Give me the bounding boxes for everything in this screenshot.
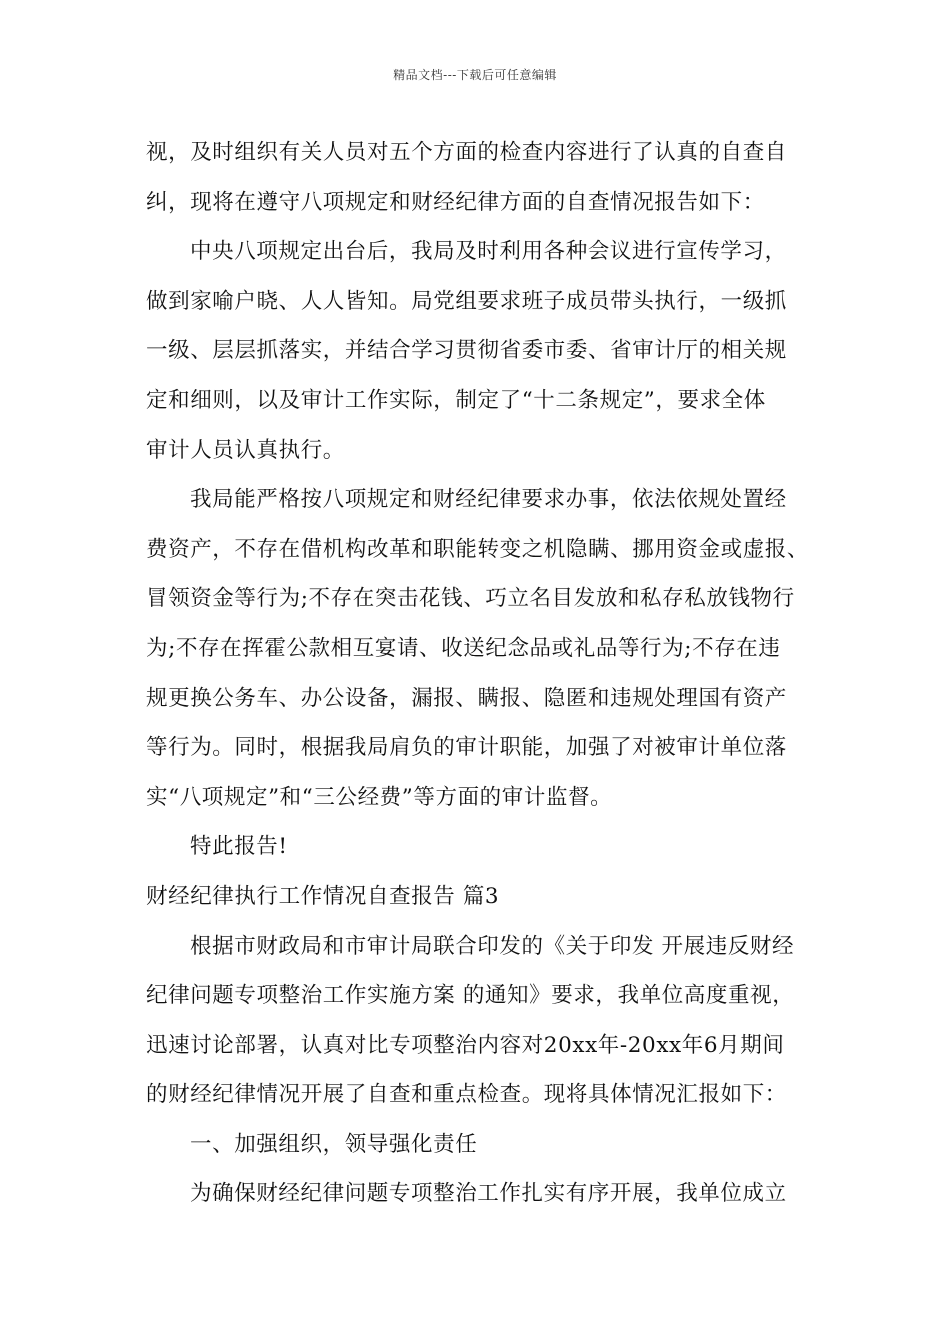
text-line: 为确保财经纪律问题专项整治工作扎实有序开展，我单位成立 [190,1181,787,1207]
text-line: 冒领资金等行为;不存在突击花钱、巧立名目发放和私存私放钱物行 [146,586,795,612]
page-header: 精品文档---下载后可任意编辑 [393,68,557,82]
text-line: 特此报告! [190,834,288,860]
text-line: 迅速讨论部署，认真对比专项整治内容对20xx年-20xx年6月期间 [146,1032,785,1058]
text-line: 中央八项规定出台后，我局及时利用各种会议进行宣传学习， [190,239,787,265]
text-line: 纪律问题专项整治工作实施方案 的通知》要求，我单位高度重视， [146,983,795,1009]
text-line: 视，及时组织有关人员对五个方面的检查内容进行了认真的自查自 [146,140,787,165]
text-line: 费资产，不存在借机构改革和职能转变之机隐瞒、挪用资金或虚报、 [146,536,810,562]
text-line: 做到家喻户晓、人人皆知。局党组要求班子成员带头执行，一级抓 [146,288,787,314]
text-line: 等行为。同时，根据我局肩负的审计职能，加强了对被审计单位落 [146,735,787,761]
text-line: 实“八项规定”和“三公经费”等方面的审计监督。 [146,784,613,810]
text-line: 规更换公务车、办公设备，漏报、瞒报、隐匿和违规处理国有资产 [146,685,787,711]
text-line: 根据市财政局和市审计局联合印发的《关于印发 开展违反财经 [190,933,795,959]
text-line: 纠，现将在遵守八项规定和财经纪律方面的自查情况报告如下： [146,189,765,215]
text-line: 一、加强组织，领导强化责任 [190,1131,478,1157]
text-line: 为;不存在挥霍公款相互宴请、收送纪念品或礼品等行为;不存在违 [146,635,781,661]
text-line: 我局能严格按八项规定和财经纪律要求办事，依法依规处置经 [190,487,787,513]
text-line: 财经纪律执行工作情况自查报告 篇3 [146,883,500,909]
document-body [146,128,810,1219]
text-line: 定和细则，以及审计工作实际，制定了“十二条规定”，要求全体 [146,387,766,413]
text-line: 的财经纪律情况开展了自查和重点检查。现将具体情况汇报如下： [146,1082,787,1108]
text-line: 审计人员认真执行。 [146,437,345,463]
text-line: 一级、层层抓落实，并结合学习贯彻省委市委、省审计厅的相关规 [146,338,787,364]
